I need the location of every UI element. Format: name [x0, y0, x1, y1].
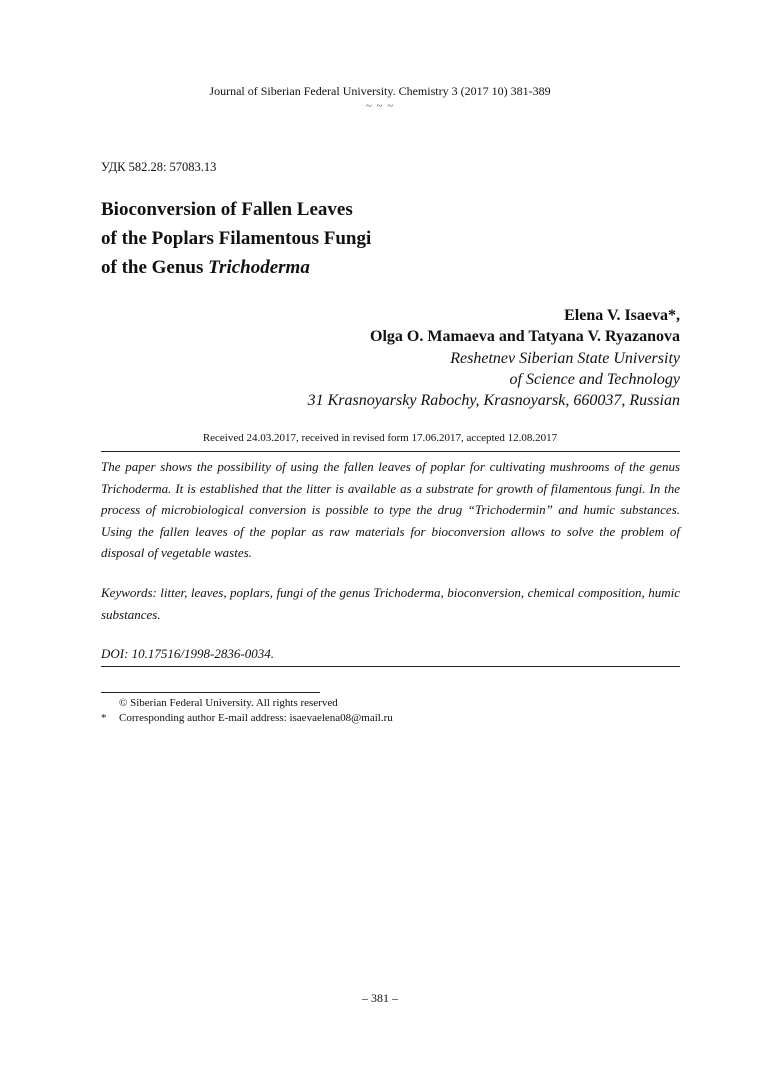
- affiliation: [308, 348, 680, 411]
- page-number: – 381 –: [362, 991, 398, 1005]
- received-dates: Received 24.03.2017, received in revised form 17.06.2017, accepted 12.08.2017: [202, 432, 558, 444]
- journal-header: Journal of Siberian Federal University. Chemistry 3 (2017 10) 381-389: [209, 84, 551, 98]
- footnote-mark: *: [101, 712, 107, 724]
- top-rule: [101, 451, 680, 452]
- title-line-3: [101, 253, 371, 282]
- footnote-corresponding: [101, 712, 393, 724]
- affiliation-line-3: 31 Krasnoyarsky Rabochy, Krasnoyarsk, 660037, Russian: [307, 392, 680, 409]
- author-line-2: Olga O. Mamaeva and Tatyana V. Ryazanova: [370, 328, 680, 345]
- footnote-email: Corresponding author E-mail address: isaevaelena08@mail.ru: [119, 712, 393, 724]
- udc-code: УДК 582.28: 57083.13: [101, 160, 217, 174]
- title-line-3-prefix: of the Genus: [101, 257, 209, 278]
- title-genus: Trichoderma: [208, 257, 310, 278]
- title-line-1: Bioconversion of Fallen Leaves: [101, 199, 353, 220]
- title-line-2: of the Poplars Filamentous Fungi: [101, 228, 372, 249]
- abstract: The paper shows the possibility of using the fallen leaves of poplar for cultivating mushrooms of the genus Trichoderma. It is established that the litter is available as a substrate for growth of filamentous fungi. In the process of microbiological conversion is possible to type the drug “Trichodermin” and humic substances. Using the fallen leaves of the poplar as raw materials for bioconversion allows to solve the problem of disposal of vegetable wastes.: [101, 459, 680, 560]
- affiliation-line-2: of Science and Technology: [509, 371, 680, 388]
- author-line-1: Elena V. Isaeva*,: [564, 307, 680, 324]
- footnote-copyright: © Siberian Federal University. All rights reserved: [119, 697, 338, 709]
- bottom-rule: [101, 666, 680, 667]
- header-ornament: ~ ~ ~: [365, 100, 395, 112]
- article-title: [101, 195, 371, 282]
- doi: DOI: 10.17516/1998-2836-0034.: [101, 646, 274, 661]
- footnote-rule: [101, 692, 320, 693]
- affiliation-line-1: Reshetnev Siberian State University: [450, 350, 680, 367]
- authors: [370, 305, 680, 347]
- keywords: Keywords: litter, leaves, poplars, fungi of the genus Trichoderma, bioconversion, chemical composition, humic substances.: [101, 585, 680, 622]
